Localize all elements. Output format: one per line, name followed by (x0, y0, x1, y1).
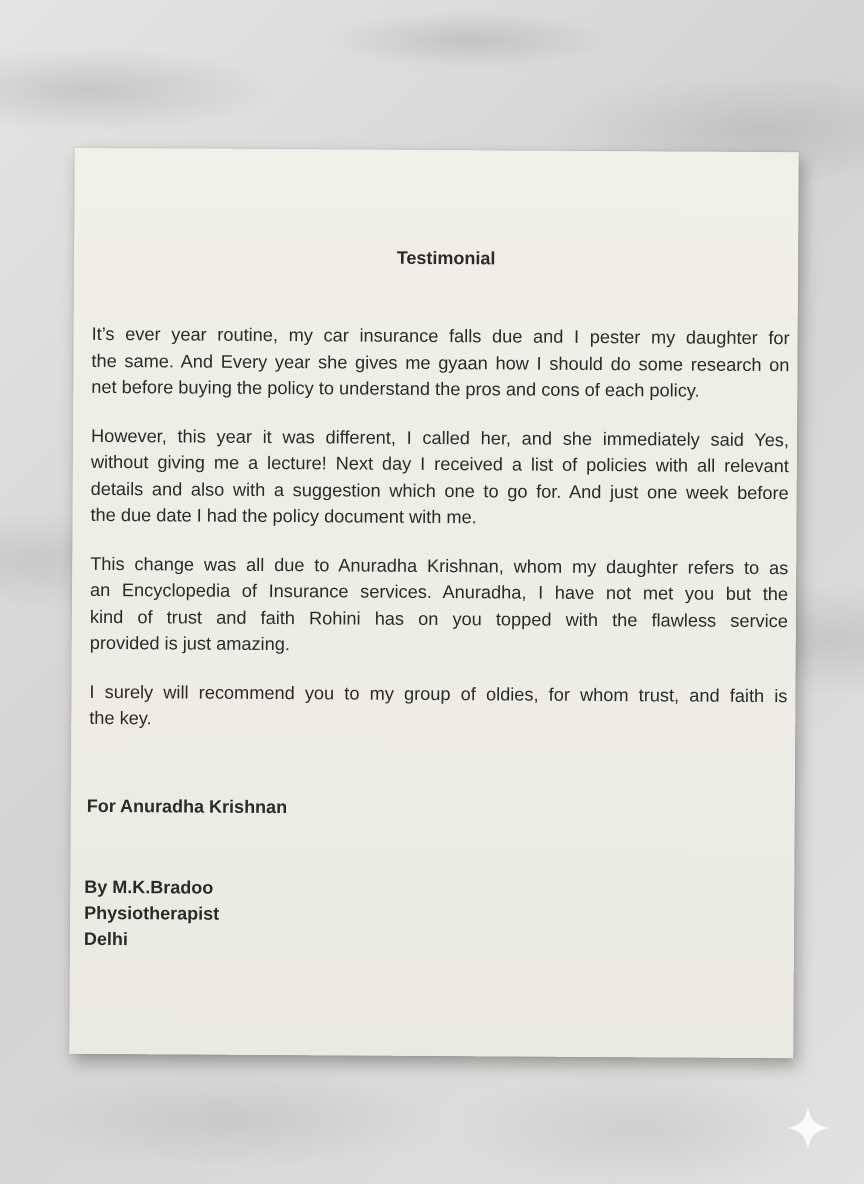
sparkle-icon (784, 1104, 832, 1152)
author-name: By M.K.Bradoo (84, 876, 214, 898)
letter-body (89, 321, 790, 758)
recipient-line: For Anuradha Krishnan (86, 795, 288, 818)
paragraph-line: an Encyclopedia of Insurance services. Anuradha, I have not met you but the (90, 579, 789, 605)
paragraph-line: the due date I had the policy document with me. (90, 504, 477, 528)
paragraph-3 (90, 550, 789, 660)
paragraph-line: provided is just amazing. (89, 632, 290, 655)
paragraph-1 (91, 321, 789, 405)
paragraph-line: without giving me a lecture! Next day I received a list of policies with all relevant (90, 451, 789, 477)
paragraph-line: This change was all due to Anuradha Krishnan, whom my daughter refers to as (90, 553, 789, 578)
paragraph-line: kind of trust and faith Rohini has on you topped with the flawless service (89, 606, 788, 631)
author-profession: Physiotherapist (84, 902, 220, 924)
paragraph-line: It’s ever year routine, my car insurance falls due and I pester my daughter for (91, 323, 790, 349)
paragraph-4 (89, 678, 787, 735)
paragraph-line: However, this year it was different, I called her, and she immediately said Yes, (90, 425, 790, 450)
signature-block (84, 874, 220, 953)
paragraph-line: I surely will recommend you to my group of oldies, for whom trust, and faith is (89, 681, 788, 706)
testimonial-letter (69, 148, 799, 1058)
paragraph-2 (90, 422, 789, 532)
author-city: Delhi (83, 928, 129, 950)
paragraph-line: the same. And Every year she gives me gyaan how I should do some research on (91, 350, 790, 375)
paragraph-line: details and also with a suggestion which one to go for. And just one week before (90, 478, 789, 503)
letter-title: Testimonial (396, 247, 496, 269)
paragraph-line: net before buying the policy to understand the pros and cons of each policy. (91, 376, 700, 401)
paragraph-line: the key. (89, 707, 152, 729)
